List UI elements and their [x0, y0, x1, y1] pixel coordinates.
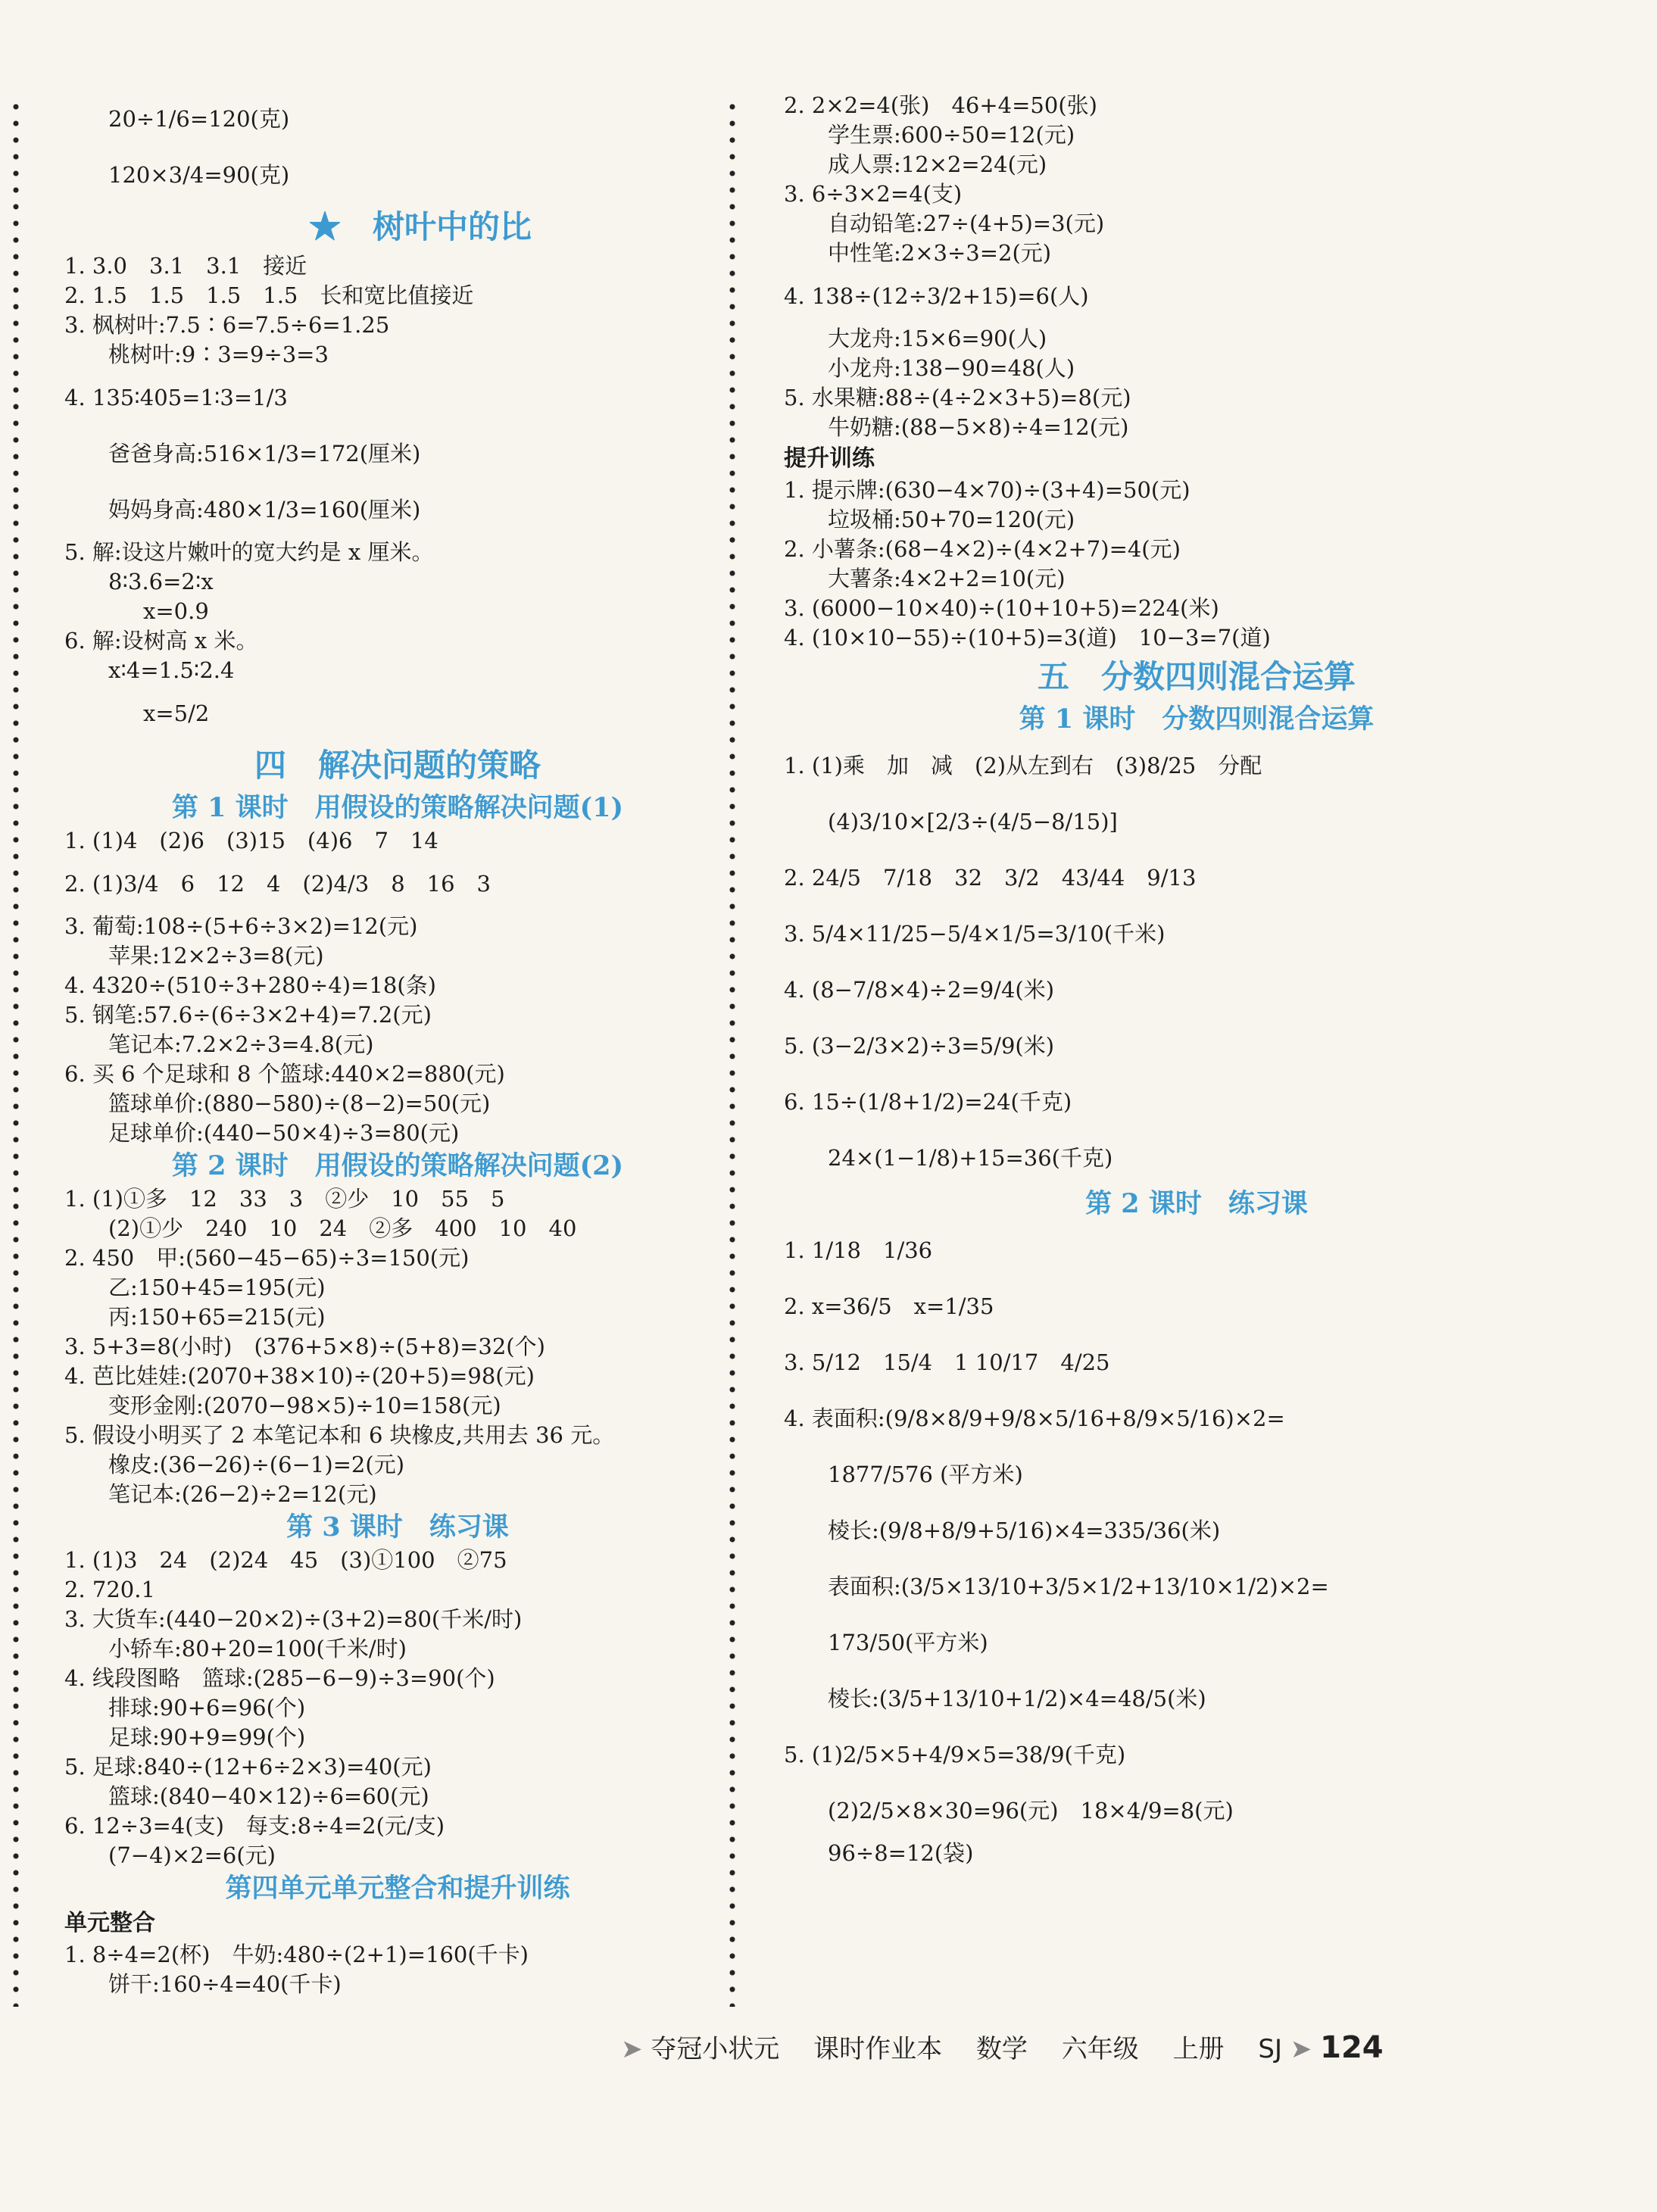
answer-line: 3. 5+3=8(小时) (376+5×8)÷(5+8)=32(个) — [64, 1334, 545, 1359]
answer-line: 篮球单价:(880−580)÷(8−2)=50(元) — [108, 1090, 491, 1116]
answer-line: x=5/2 — [143, 700, 210, 726]
footer-term: 上册 — [1172, 2034, 1225, 2064]
binding-dots-left — [12, 98, 20, 2007]
section-title-star: ★ 树叶中的比 — [308, 208, 532, 245]
answer-line: 6. 解:设树高 x 米。 — [64, 628, 258, 654]
answer-line: 1. 8÷4=2(杯) 牛奶:480÷(2+1)=160(千卡) — [64, 1942, 529, 1967]
lesson-title: 第 3 课时 练习课 — [286, 1512, 509, 1543]
subsection-title: 提升训练 — [784, 445, 875, 472]
answer-line: 173/50(平方米) — [828, 1630, 988, 1655]
answer-line: 1. 3.0 3.1 3.1 接近 — [64, 253, 307, 279]
answer-line: 120×3/4=90(克) — [108, 162, 290, 188]
answer-line: (7−4)×2=6(元) — [108, 1842, 276, 1868]
unit-title: 四 解决问题的策略 — [254, 747, 541, 784]
answer-line: 6. 12÷3=4(支) 每支:8÷4=2(元/支) — [64, 1813, 445, 1839]
answer-line: 表面积:(3/5×13/10+3/5×1/2+13/10×1/2)×2= — [828, 1574, 1329, 1599]
answer-line: 8∶3.6=2∶x — [108, 569, 214, 594]
answer-line: 成人票:12×2=24(元) — [828, 151, 1047, 177]
answer-line: 6. 15÷(1/8+1/2)=24(千克) — [784, 1089, 1072, 1115]
answer-line: 自动铅笔:27÷(4+5)=3(元) — [828, 211, 1105, 236]
answer-line: 橡皮:(36−26)÷(6−1)=2(元) — [108, 1452, 405, 1477]
answer-line: 5. 水果糖:88÷(4÷2×3+5)=8(元) — [784, 385, 1131, 410]
answer-line: 96÷8=12(袋) — [828, 1840, 974, 1866]
answer-line: 小龙舟:138−90=48(人) — [828, 355, 1075, 381]
answer-line: 1. 1/18 1/36 — [784, 1237, 933, 1263]
answer-line: 5. 解:设这片嫩叶的宽大约是 x 厘米。 — [64, 539, 434, 565]
answer-line: 4. 芭比娃娃:(2070+38×10)÷(20+5)=98(元) — [64, 1363, 535, 1389]
answer-line: 爸爸身高:516×1/3=172(厘米) — [108, 441, 421, 466]
answer-line: 牛奶糖:(88−5×8)÷4=12(元) — [828, 414, 1129, 440]
answer-line: 4. (10×10−55)÷(10+5)=3(道) 10−3=7(道) — [784, 625, 1271, 650]
page-footer — [621, 2028, 1384, 2065]
answer-line: 足球单价:(440−50×4)÷3=80(元) — [108, 1120, 460, 1146]
answer-line: 3. (6000−10×40)÷(10+10+5)=224(米) — [784, 595, 1219, 621]
answer-line: 24×(1−1/8)+15=36(千克) — [828, 1145, 1113, 1171]
answer-line: x=0.9 — [143, 598, 209, 624]
footer-subject: 数学 — [975, 2034, 1028, 2064]
unit-title: 五 分数四则混合运算 — [1037, 658, 1356, 695]
answer-line: 2. 720.1 — [64, 1577, 155, 1602]
answer-line: 丙:150+65=215(元) — [108, 1304, 326, 1330]
answer-line: 妈妈身高:480×1/3=160(厘米) — [108, 497, 421, 523]
answer-line: 2. 2×2=4(张) 46+4=50(张) — [784, 92, 1097, 118]
lesson-title: 第四单元单元整合和提升训练 — [225, 1873, 570, 1904]
answer-line: 笔记本:7.2×2÷3=4.8(元) — [108, 1031, 374, 1057]
left-column — [64, 91, 731, 1999]
answer-line: 2. 小薯条:(68−4×2)÷(4×2+7)=4(元) — [784, 536, 1181, 562]
arrow-icon: ➤ — [1290, 2034, 1312, 2064]
answer-line: 5. 足球:840÷(12+6÷2×3)=40(元) — [64, 1754, 432, 1780]
answer-line: 5. 钢笔:57.6÷(6÷3×2+4)=7.2(元) — [64, 1002, 432, 1028]
answer-line: 5. (3−2/3×2)÷3=5/9(米) — [784, 1033, 1055, 1059]
subsection-title: 单元整合 — [64, 1910, 155, 1936]
answer-line: 垃圾桶:50+70=120(元) — [828, 507, 1075, 532]
answer-line: 1877/576 (平方米) — [828, 1462, 1023, 1487]
answer-line: 饼干:160÷4=40(千卡) — [108, 1971, 342, 1997]
answer-line: 1. 提示牌:(630−4×70)÷(3+4)=50(元) — [784, 477, 1190, 503]
answer-line: 20÷1/6=120(克) — [108, 106, 290, 132]
lesson-title: 第 2 课时 用假设的策略解决问题(2) — [171, 1150, 624, 1181]
answer-line: 3. 5/4×11/25−5/4×1/5=3/10(千米) — [784, 921, 1166, 947]
footer-edition: SJ — [1258, 2034, 1282, 2064]
answer-line: 小轿车:80+20=100(千米/时) — [108, 1636, 407, 1661]
answer-line: 5. (1)2/5×5+4/9×5=38/9(千克) — [784, 1742, 1126, 1767]
lesson-title: 第 1 课时 用假设的策略解决问题(1) — [171, 792, 624, 823]
answer-line: 3. 大货车:(440−20×2)÷(3+2)=80(千米/时) — [64, 1606, 523, 1632]
answer-line: 足球:90+9=99(个) — [108, 1724, 306, 1750]
answer-line: 乙:150+45=195(元) — [108, 1274, 326, 1300]
answer-line: 4. 线段图略 篮球:(285−6−9)÷3=90(个) — [64, 1665, 495, 1691]
answer-line: 4. (8−7/8×4)÷2=9/4(米) — [784, 977, 1055, 1003]
lesson-title: 第 1 课时 分数四则混合运算 — [1019, 704, 1375, 735]
arrow-icon: ➤ — [621, 2034, 643, 2064]
answer-line: 1. (1)①多 12 33 3 ②少 10 55 5 — [64, 1186, 505, 1212]
answer-line: 2. x=36/5 x=1/35 — [784, 1293, 994, 1319]
answer-line: 变形金刚:(2070−98×5)÷10=158(元) — [108, 1393, 501, 1418]
answer-line: 3. 枫树叶:7.5∶6=7.5÷6=1.25 — [64, 312, 390, 338]
answer-line: 5. 假设小明买了 2 本笔记本和 6 块橡皮,共用去 36 元。 — [64, 1422, 615, 1448]
answer-line: 6. 买 6 个足球和 8 个篮球:440×2=880(元) — [64, 1061, 505, 1087]
answer-line: 大龙舟:15×6=90(人) — [828, 326, 1047, 351]
answer-line: 4. 4320÷(510÷3+280÷4)=18(条) — [64, 972, 436, 998]
answer-line: 4. 135∶405=1∶3=1/3 — [64, 385, 288, 410]
answer-line: 1. (1)4 (2)6 (3)15 (4)6 7 14 — [64, 828, 438, 853]
answer-line: 1. (1)3 24 (2)24 45 (3)①100 ②75 — [64, 1547, 507, 1573]
answer-line: 2. 450 甲:(560−45−65)÷3=150(元) — [64, 1245, 470, 1271]
answer-line: 笔记本:(26−2)÷2=12(元) — [108, 1481, 377, 1507]
answer-line: 4. 138÷(12÷3/2+15)=6(人) — [784, 283, 1089, 309]
answer-line: 3. 5/12 15/4 1 10/17 4/25 — [784, 1349, 1110, 1375]
answer-line: 2. 1.5 1.5 1.5 1.5 长和宽比值接近 — [64, 282, 474, 308]
answer-line: 4. 表面积:(9/8×8/9+9/8×5/16+8/9×5/16)×2= — [784, 1406, 1285, 1431]
answer-line: 棱长:(9/8+8/9+5/16)×4=335/36(米) — [828, 1518, 1221, 1543]
answer-line: 2. (1)3/4 6 12 4 (2)4/3 8 16 3 — [64, 871, 491, 897]
answer-line: 棱长:(3/5+13/10+1/2)×4=48/5(米) — [828, 1686, 1206, 1711]
answer-line: 3. 6÷3×2=4(支) — [784, 181, 963, 207]
answer-line: 桃树叶:9∶3=9÷3=3 — [108, 342, 329, 367]
answer-line: 学生票:600÷50=12(元) — [828, 122, 1075, 148]
answer-line: x∶4=1.5∶2.4 — [108, 657, 235, 683]
answer-line: 篮球:(840−40×12)÷6=60(元) — [108, 1783, 429, 1809]
answer-line: 苹果:12×2÷3=8(元) — [108, 943, 324, 969]
answer-line: 3. 葡萄:108÷(5+6÷3×2)=12(元) — [64, 913, 418, 939]
page-number: 124 — [1320, 2030, 1384, 2065]
footer-book: 课时作业本 — [813, 2034, 943, 2064]
answer-line: (2)2/5×8×30=96(元) 18×4/9=8(元) — [828, 1798, 1234, 1824]
answer-line: (2)①少 240 10 24 ②多 400 10 40 — [108, 1215, 577, 1241]
answer-line: 中性笔:2×3÷3=2(元) — [828, 240, 1052, 266]
answer-line: 大薯条:4×2+2=10(元) — [828, 566, 1066, 591]
footer-grade: 六年级 — [1061, 2034, 1139, 2064]
right-column — [784, 91, 1609, 1868]
footer-brand: 夺冠小状元 — [651, 2034, 780, 2064]
answer-line: 2. 24/5 7/18 32 3/2 43/44 9/13 — [784, 865, 1197, 891]
lesson-title: 第 2 课时 练习课 — [1085, 1188, 1308, 1219]
answer-line: (4)3/10×[2/3÷(4/5−8/15)] — [828, 809, 1118, 835]
answer-line: 1. (1)乘 加 减 (2)从左到右 (3)8/25 分配 — [784, 753, 1262, 778]
answer-line: 排球:90+6=96(个) — [108, 1695, 306, 1721]
